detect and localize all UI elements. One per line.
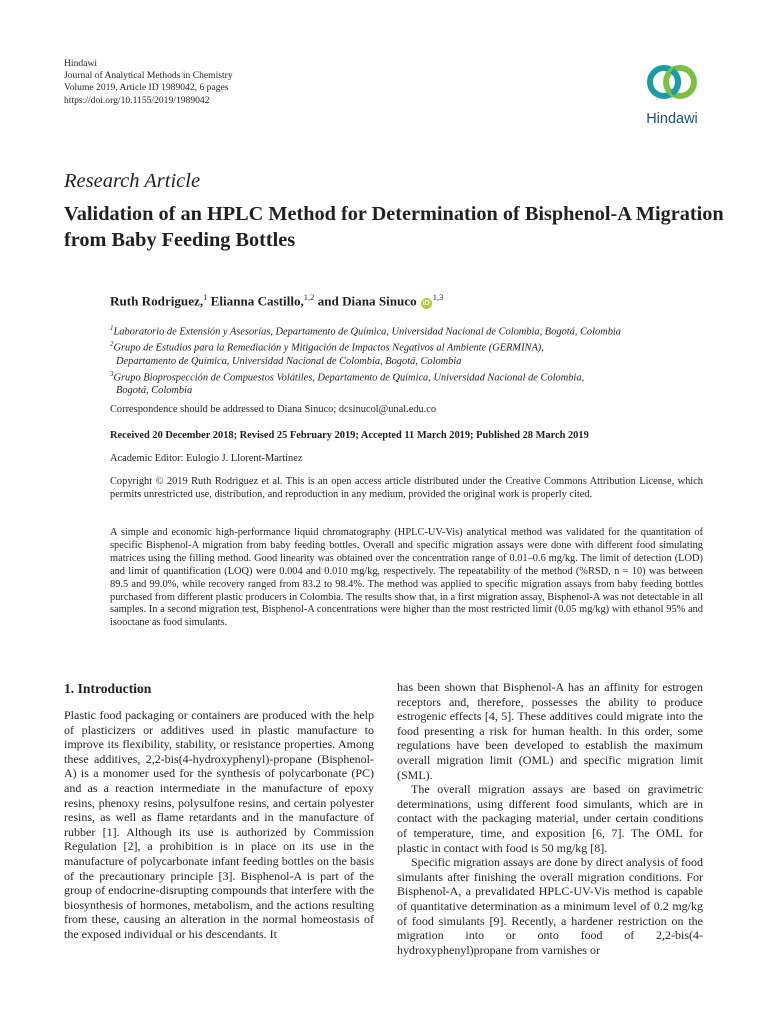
author-name: Ruth Rodriguez, bbox=[110, 293, 204, 309]
section-heading: 1. Introduction bbox=[64, 681, 152, 696]
abstract: A simple and economic high-performance liquid chromatography (HPLC-UV-Vis) analytical method was validated for the quantitation of specific Bisphenol-A migration from baby feeding bottles. Overall and specific migration assays were done with different food simulating matrices using the filling method. Good linearity was obtained over the concentration range of 0.01–0.6 mg/kg. The limit of detection (LOD) and limit of quantification (LOQ) were 0.004 and 0.010 mg/kg, respectively. The repeatability of the method (%RSD, n = 10) was between 89.5 and 99.0%, while recovery ranged from 83.2 to 98.4%. The method was applied to specific migration assays from baby feeding bottles purchased from different plastic producers in Colombia. The results show that, in a first migration assay, Bisphenol-A was not detectable in all samples. In a second migration test, Bisphenol-A concentrations were higher than the most restricted limit (0.05 mg/kg) with ethanol 95% and isooctane as food simulants. bbox=[110, 527, 703, 629]
article-title: Validation of an HPLC Method for Determination of Bisphenol-A Migration from Baby Feeding Bottles bbox=[64, 203, 724, 251]
author-name: Elianna Castillo, bbox=[210, 293, 304, 309]
journal-info bbox=[64, 58, 233, 107]
affiliation-item: $^2$Grupo de Estudios para la Remediación y Mitigación de Impactos Negativos al Ambiente (GERMINA), bbox=[110, 340, 544, 354]
body-paragraph: The overall migration assays are based on gravimetric determinations, using different food simulants, which are in contact with the packaging material, under certain conditions of temperature, time, and exposition [6, 7]. The OML for plastic in contact with food is 50 mg/kg [8]. bbox=[397, 782, 703, 855]
article-type: Research Article bbox=[64, 170, 201, 192]
publisher-name: Hindawi bbox=[64, 58, 98, 69]
affiliation-item-continued: Departamento de Química, Universidad Nacional de Colombia, Bogotá, Colombia bbox=[116, 355, 462, 367]
body-paragraph: Specific migration assays are done by direct analysis of food simulants after finishing the overall migration conditions. For Bisphenol-A, a prevalidated HPLC-UV-Vis method is capable of quantitative determination as a minimum level of 0.2 mg/kg of food simulants [9]. Recently, a hardener restriction on the migration into or onto food of 2,2-bis(4-hydroxyphenyl)propane from varnishes or bbox=[397, 855, 703, 957]
right-column bbox=[397, 680, 703, 957]
affiliation-item-continued: Bogotá, Colombia bbox=[116, 385, 193, 397]
academic-editor: Academic Editor: Eulogio J. Llorent-Martínez bbox=[110, 453, 303, 464]
left-column bbox=[64, 681, 374, 942]
affiliation-item: $^3$Grupo Bioprospección de Compuestos Volátiles, Departamento de Química, Universidad Nacional de Colombia, bbox=[110, 369, 585, 384]
author-affil-ref: 1,2 bbox=[303, 292, 315, 302]
doi-link[interactable]: https://doi.org/10.1155/2019/1989042 bbox=[64, 94, 210, 106]
author-list bbox=[110, 292, 443, 309]
affiliations bbox=[110, 322, 621, 397]
hindawi-logo-text: Hindawi bbox=[646, 111, 698, 127]
hindawi-logo-icon bbox=[645, 57, 699, 109]
author-affil-ref: 1,3 bbox=[432, 292, 444, 302]
body-paragraph: has been shown that Bisphenol-A has an affinity for estrogen receptors and, therefore, possesses the ability to produce estrogenic effects [4, 5]. These additives could migrate into the food presenting a risk for human health. In this order, some regulations have been developed to establish the maximum overall migration limit (OML) and specific migration limit (SML). bbox=[397, 680, 703, 782]
publication-dates: Received 20 December 2018; Revised 25 February 2019; Accepted 11 March 2019; Published 28 March 2019 bbox=[110, 430, 589, 441]
body-paragraph: Plastic food packaging or containers are produced with the help of plasticizers or additives used in plastic manufacture to improve its flexibility, stability, or resistance properties. Among these additives, 2,2-bis(4-hydroxyphenyl)-propane (Bisphenol-A) is a monomer used for the synthesis of polycarbonate (PC) and as a reaction intermediate in the manufacture of epoxy resins, phenoxy resins, polysulfone resins, and certain polyester resins, as well as flame retardants and in the manufacture of rubber [1]. Although its use is authorized by Commission Regulation [2], a prohibition is in place on its use in the manufacture of polycarbonate infant feeding bottles on the basis of the precautionary principle [3]. Bisphenol-A is part of the group of endocrine-disrupting compounds that interfere with the biosynthesis of hormones, metabolism, and the actions resulting from these, causing an alteration in the normal homeostasis of the exposed individual or his descendants. It bbox=[64, 708, 374, 941]
affiliation-item: $^1$Laboratorio de Extensión y Asesorías, Departamento de Química, Universidad Nacional de Colombia, Bogotá, Colombia bbox=[110, 324, 621, 338]
copyright-notice: Copyright © 2019 Ruth Rodriguez et al. This is an open access article distributed under the Creative Commons Attribution License, which permits unrestricted use, distribution, and reproduction in any medium, provided the original work is properly cited. bbox=[110, 476, 703, 500]
orcid-icon[interactable]: iD bbox=[422, 300, 430, 308]
author-affil-ref: 1 bbox=[203, 292, 208, 302]
journal-name: Journal of Analytical Methods in Chemistry bbox=[64, 70, 233, 82]
correspondence: Correspondence should be addressed to Diana Sinuco; dcsinucol@unal.edu.co bbox=[110, 404, 437, 415]
author-name: and Diana Sinuco bbox=[317, 293, 417, 309]
volume-line: Volume 2019, Article ID 1989042, 6 pages bbox=[64, 82, 229, 94]
